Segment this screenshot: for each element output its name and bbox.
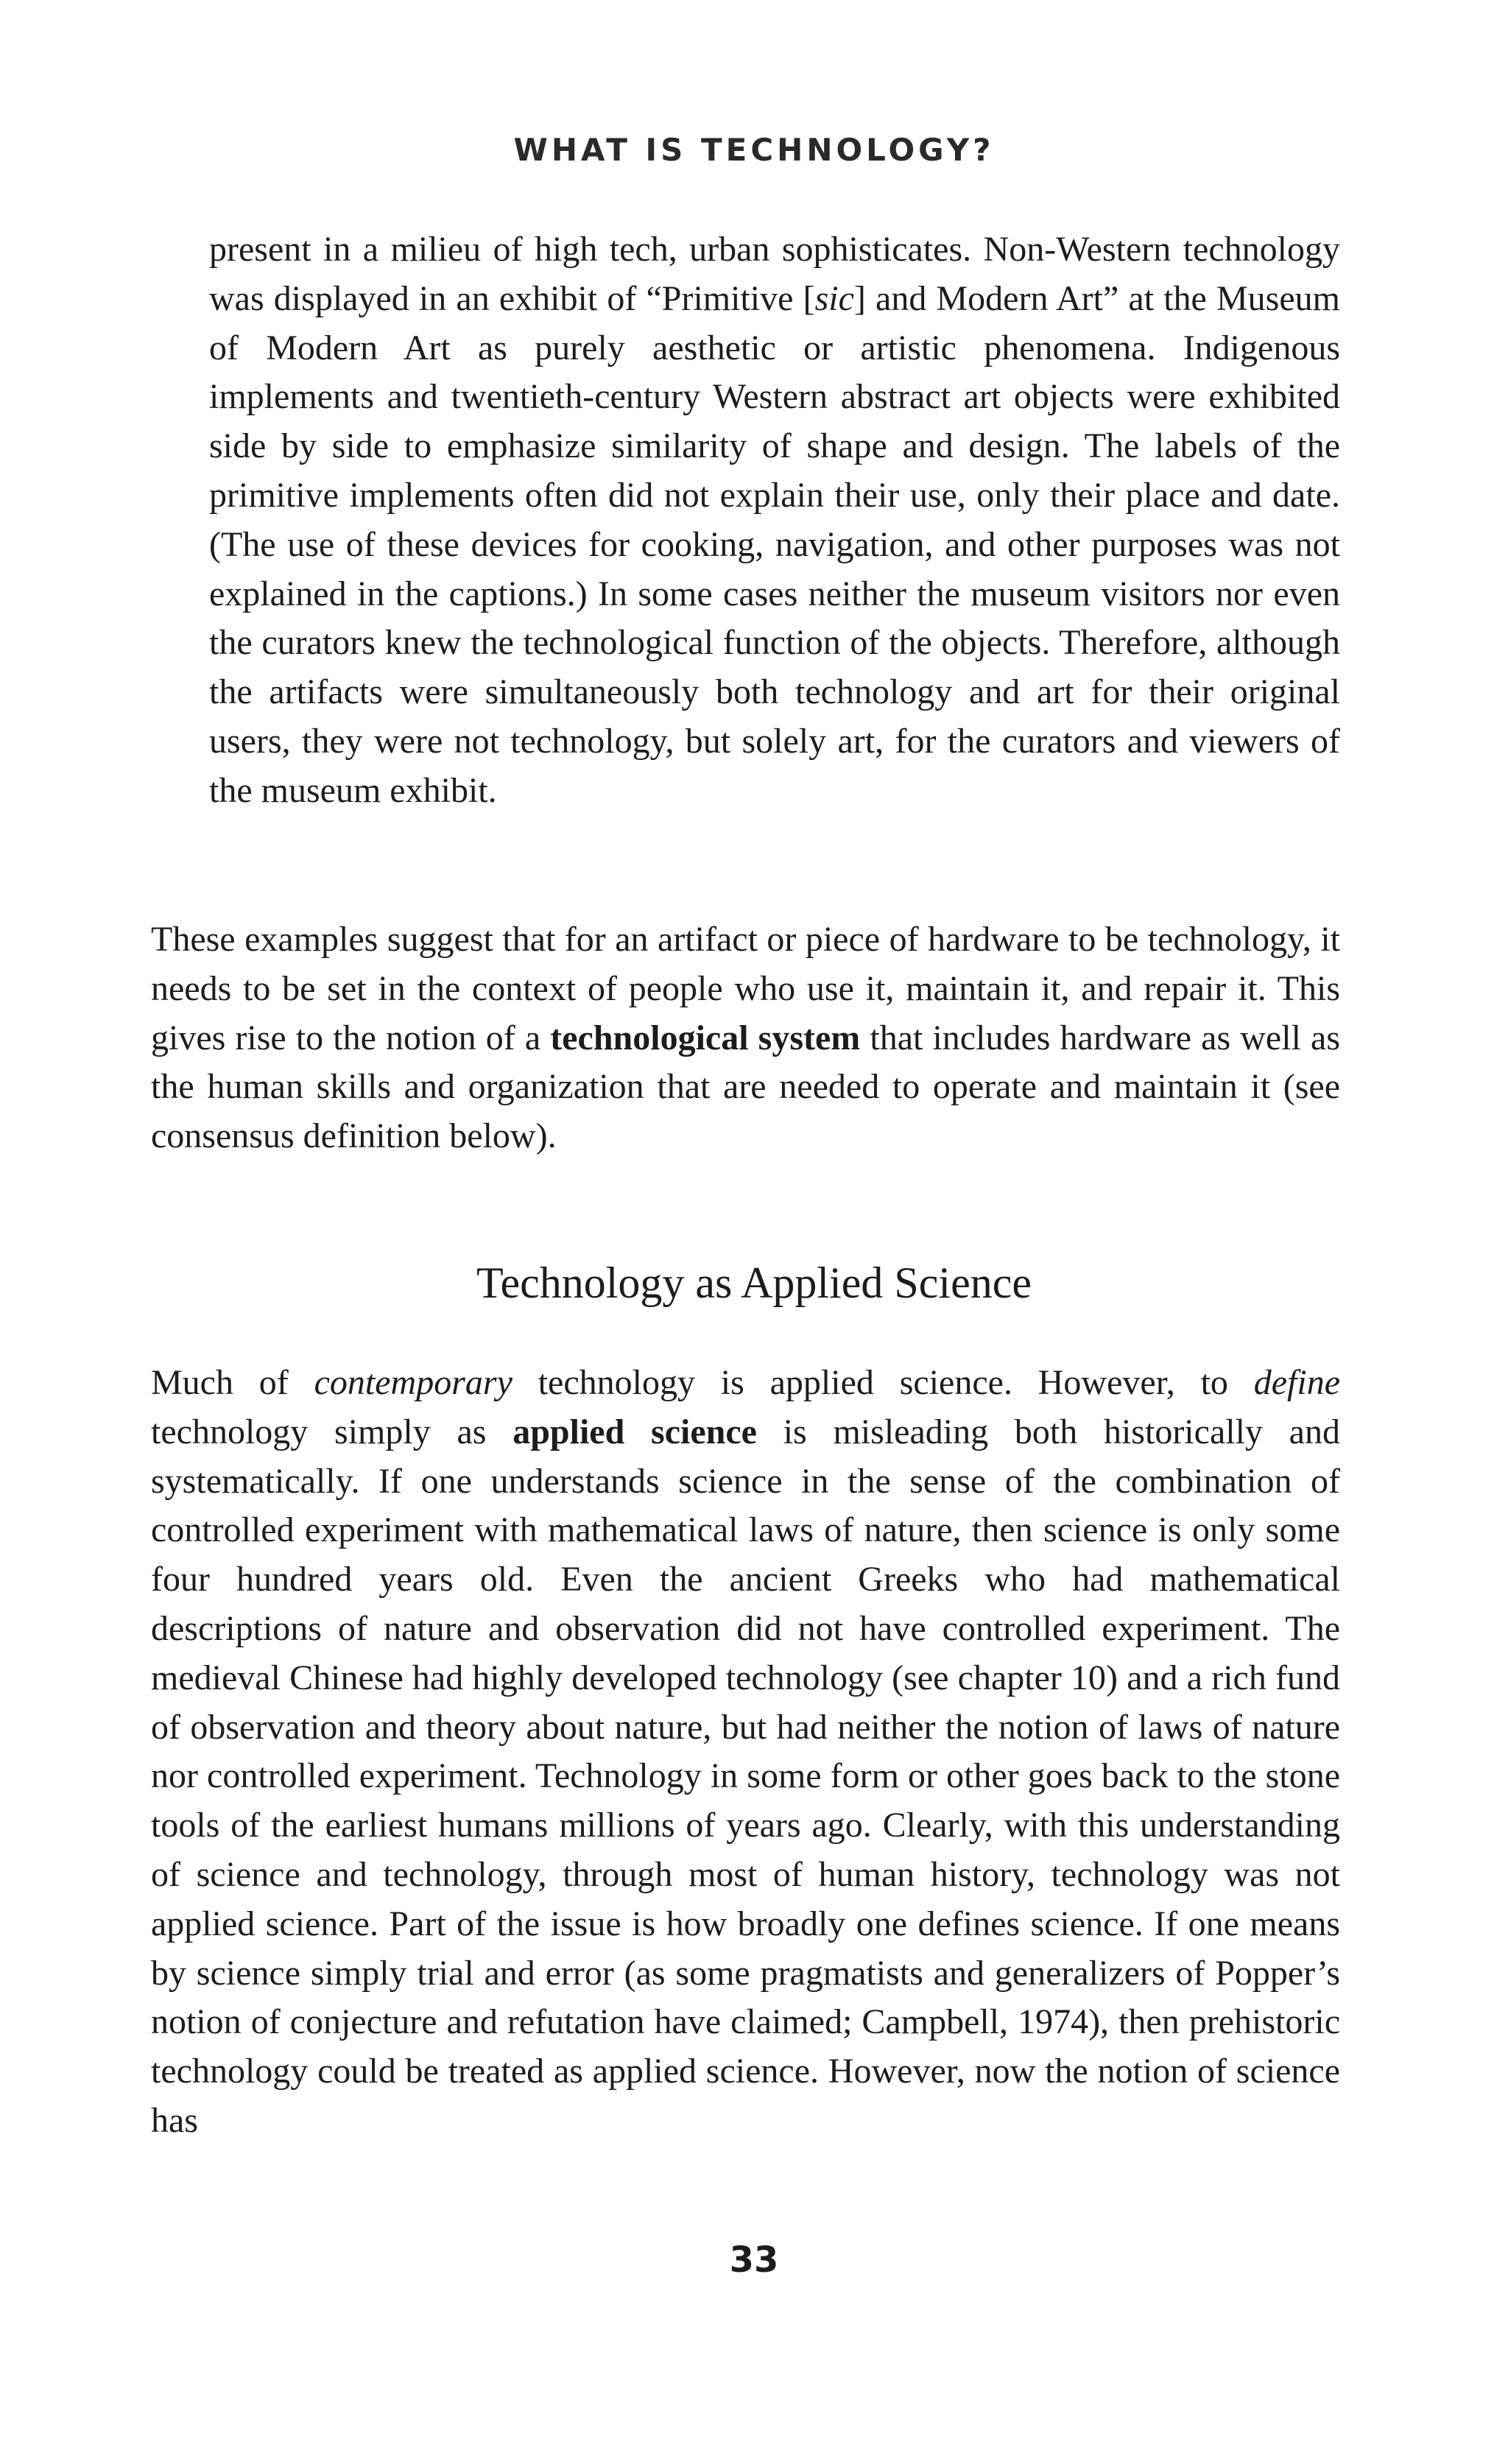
- technological-system-term: technological system: [550, 1018, 861, 1057]
- paragraph2-text-3: technology simply as: [151, 1412, 513, 1451]
- applied-science-term: applied science: [512, 1412, 757, 1451]
- block-quote-text-2: ] and Modern Art” at the Museum of Modern Art as purely aesthetic or artistic phenomena. Indigenous implements and twentieth-century Western abstract art objects were exhibited side by side to emphasize similarity of shape and design. The labels of the primitive implements often did not explain their use, only their place and date. (The use of these devices for cooking, navigation, and other purposes was not explained in the captions.) In some cases neither the museum visitors nor even the curators knew the technological function of the objects. Therefore, although the artifacts were simultaneously both technology and art for their original users, they were not technology, but solely art, for the curators and viewers of the museum exhibit.: [209, 278, 1341, 810]
- paragraph2-text-2: technology is applied science. However, to: [512, 1363, 1254, 1402]
- paragraph2-text-1: Much of: [151, 1363, 314, 1402]
- paragraph-technological-system: [151, 915, 1340, 1161]
- page-number: 33: [729, 2239, 779, 2281]
- define-italic: define: [1253, 1363, 1340, 1402]
- block-quote-text-1: present in a milieu of high tech, urban sophisticates. Non-Western technology was displayed in an exhibit of “Primitive [: [209, 230, 1340, 318]
- paragraph1-text-2: that includes hardware as well as the human skills and organization that are needed to operate and maintain it (see consensus definition below).: [151, 1018, 1340, 1156]
- section-heading: Technology as Applied Science: [476, 1259, 1032, 1307]
- paragraph-applied-science: [151, 1359, 1340, 2146]
- paragraph2-text-4: is misleading both historically and systematically. If one understands science in the sense of the combination of controlled experiment with mathematical laws of nature, then science is only some four hundred years old. Even the ancient Greeks who had mathematical descriptions of nature and observation did not have controlled experiment. The medieval Chinese had highly developed technology (see chapter 10) and a rich fund of observation and theory about nature, but had neither the notion of laws of nature nor controlled experiment. Technology in some form or other goes back to the stone tools of the earliest humans millions of years ago. Clearly, with this understanding of science and technology, through most of human history, technology was not applied science. Part of the issue is how broadly one defines science. If one means by science simply trial and error (as some pragmatists and generalizers of Popper’s notion of conjecture and refutation have claimed; Campbell, 1974), then prehistoric technology could be treated as applied science. However, now the notion of science has: [151, 1412, 1340, 2140]
- sic-italic: sic: [814, 278, 854, 318]
- contemporary-italic: contemporary: [314, 1363, 512, 1402]
- paragraph1-text-1: These examples suggest that for an artifact or piece of hardware to be technology, it needs to be set in the context of people who use it, maintain it, and repair it. This gives rise to the notion of a: [151, 920, 1340, 1057]
- block-quote: [209, 225, 1340, 816]
- running-head: WHAT IS TECHNOLOGY?: [513, 132, 995, 168]
